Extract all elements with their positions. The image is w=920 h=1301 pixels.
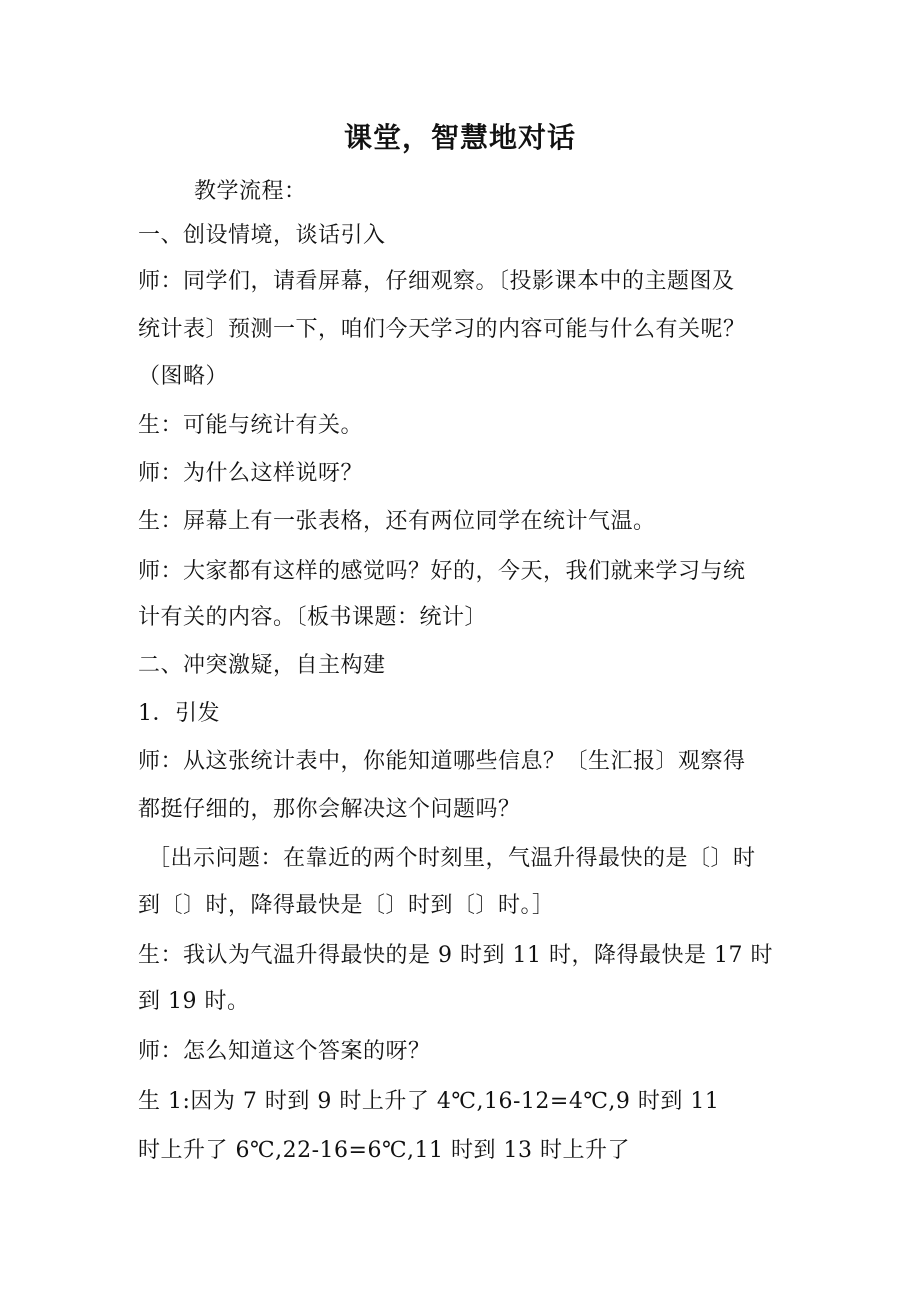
paragraph-line: ［出示问题：在靠近的两个时刻里，气温升得最快的是〔〕时	[148, 846, 756, 871]
section-label-teaching-process: 教学流程：	[194, 179, 307, 204]
paragraph-line: 师：怎么知道这个答案的呀？	[138, 1039, 431, 1064]
paragraph-line: 师：从这张统计表中，你能知道哪些信息？〔生汇报〕观察得	[138, 749, 746, 774]
paragraph-line: 都挺仔细的，那你会解决这个问题吗？	[138, 797, 521, 822]
paragraph-line: 师：大家都有这样的感觉吗？好的，今天，我们就来学习与统	[138, 559, 746, 584]
section-heading-1: 一、创设情境，谈话引入	[138, 223, 386, 248]
paragraph-line: 统计表〕预测一下，咱们今天学习的内容可能与什么有关呢？	[138, 317, 746, 342]
paragraph-line: 生 1:因为 7 时到 9 时上升了 4℃,16-12=4℃,9 时到 11	[138, 1089, 720, 1114]
document-title: 课堂，智慧地对话	[343, 121, 576, 154]
paragraph-line: 计有关的内容。〔板书课题：统计〕	[138, 605, 488, 630]
paragraph-line: 时上升了 6℃,22-16=6℃,11 时到 13 时上升了	[138, 1138, 631, 1163]
subsection-heading: 1．引发	[138, 701, 220, 726]
section-heading-2: 二、冲突激疑，自主构建	[138, 653, 386, 678]
paragraph-line: 师：同学们，请看屏幕，仔细观察。〔投影课本中的主题图及	[138, 269, 735, 294]
paragraph-line: 到 19 时。	[138, 989, 250, 1014]
paragraph-line: 生：屏幕上有一张表格，还有两位同学在统计气温。	[138, 509, 656, 534]
paragraph-line: 生：可能与统计有关。	[138, 413, 364, 438]
paragraph-line: （图略）	[138, 364, 229, 389]
paragraph-line: 到〔〕时，降得最快是〔〕时到〔〕时。］	[138, 893, 555, 918]
paragraph-line: 生：我认为气温升得最快的是 9 时到 11 时，降得最快是 17 时	[138, 943, 773, 968]
paragraph-line: 师：为什么这样说呀？	[138, 461, 364, 486]
